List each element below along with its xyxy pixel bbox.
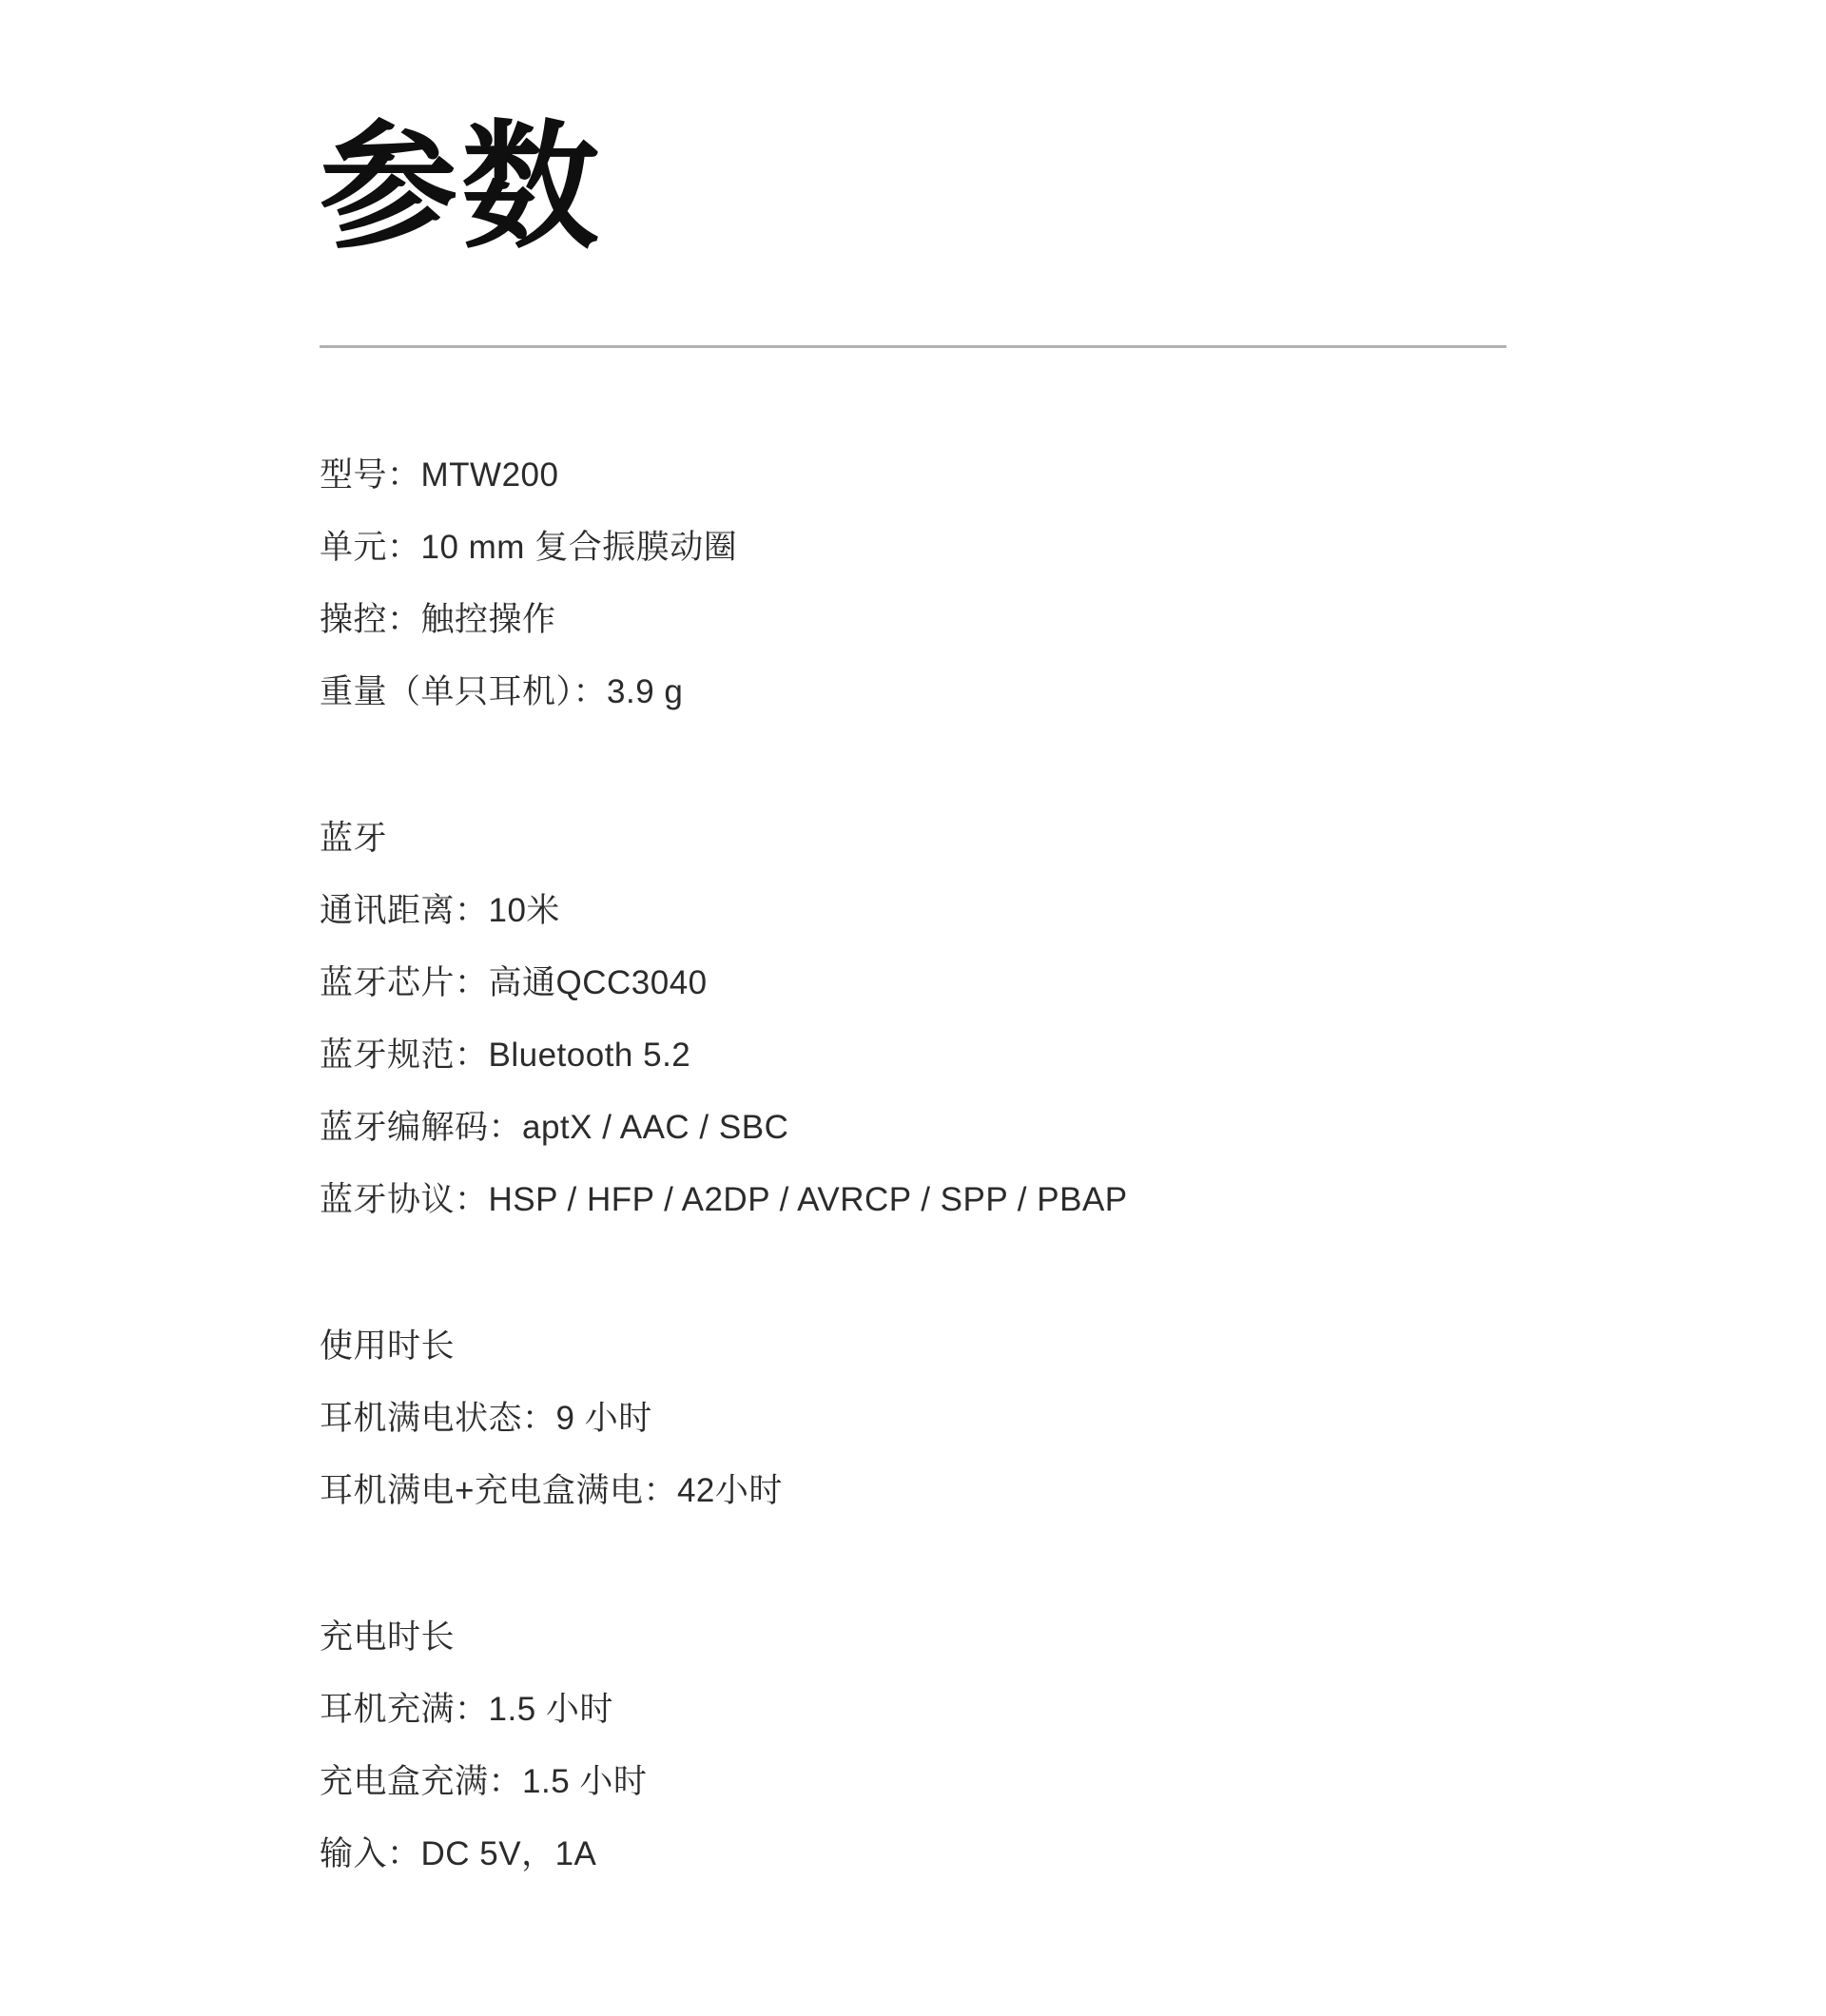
spec-line-bt-version: 蓝牙规范：Bluetooth 5.2 [320,1037,691,1074]
spec-line-earbud-charge: 耳机充满：1.5 小时 [320,1691,613,1728]
title-divider [320,345,1506,348]
spec-line-range: 通讯距离：10米 [320,892,560,929]
spec-line-weight: 重量（单只耳机）：3.9 g [320,673,684,710]
spec-line-case-charge: 充电盒充满：1.5 小时 [320,1763,648,1800]
page-title: 参数 [320,110,603,264]
spec-line-earbud-playtime: 耳机满电状态：9 小时 [320,1400,652,1437]
spec-group-heading: 使用时长 [320,1328,456,1365]
spec-line-chip: 蓝牙芯片：高通QCC3040 [320,964,708,1001]
spec-group-battery-life [320,1310,1506,1527]
spec-group-bluetooth [320,803,1506,1236]
spec-line-driver: 单元：10 mm 复合振膜动圈 [320,529,738,566]
spec-group-basic [320,439,1506,728]
spec-group-heading: 蓝牙 [320,820,388,857]
spec-group-heading: 充电时长 [320,1619,456,1656]
spec-line-protocols: 蓝牙协议：HSP / HFP / A2DP / AVRCP / SPP / PBAP [320,1181,1128,1218]
spec-group-charging-time [320,1601,1506,1890]
spec-line-codec: 蓝牙编解码：aptX / AAC / SBC [320,1109,789,1146]
spec-page [320,0,1506,2009]
spec-list [320,439,1506,2009]
spec-line-model: 型号：MTW200 [320,456,559,494]
spec-line-input: 输入：DC 5V，1A [320,1835,597,1872]
spec-line-control: 操控：触控操作 [320,601,556,638]
spec-line-total-playtime: 耳机满电+充电盒满电：42小时 [320,1472,783,1509]
